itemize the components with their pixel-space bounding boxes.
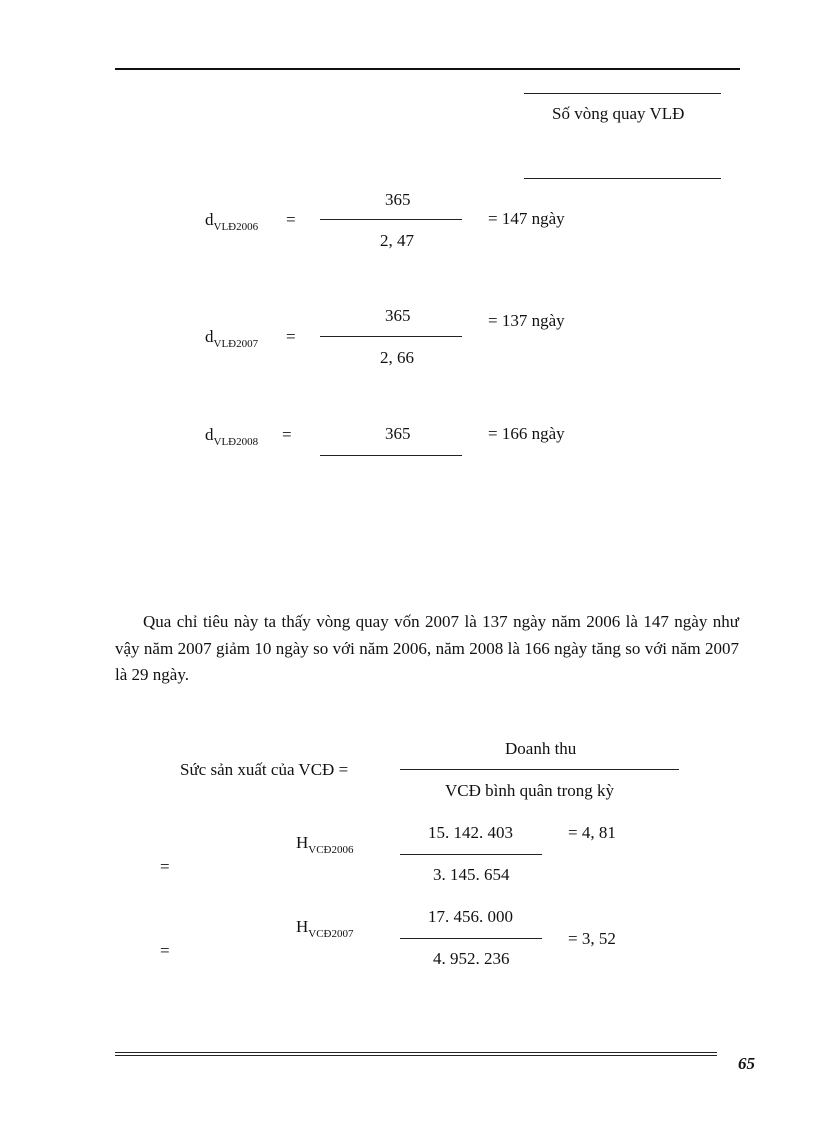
fraction-denominator: 2, 47 <box>380 231 414 250</box>
vcd-formula-label: Sức sản xuất của VCĐ = <box>180 760 349 779</box>
formula-result: = 166 ngày <box>488 424 565 443</box>
formula-label: $d_{VLĐ2006}$ <box>205 210 259 233</box>
formula-label: $H_{VCĐ2007}$ <box>296 917 354 940</box>
formula-result: = 3, 52 <box>568 929 616 948</box>
fraction-bar-bottom <box>524 178 721 179</box>
fraction-bar <box>320 219 462 220</box>
fraction-bar <box>320 455 462 456</box>
fraction-numerator: 17. 456. 000 <box>428 907 513 926</box>
equals-sign: = <box>160 857 170 876</box>
equals-sign: = <box>286 327 296 346</box>
fraction-bar <box>400 854 542 855</box>
fraction-bar-top <box>524 93 721 94</box>
formula-label: $H_{VCĐ2006}$ <box>296 833 354 856</box>
fraction-numerator: Doanh thu <box>505 739 577 758</box>
equals-sign: = <box>282 425 292 444</box>
formula-label: $d_{VLĐ2007}$ <box>205 327 259 350</box>
fraction-bar <box>320 336 462 337</box>
fraction-bar <box>400 769 679 770</box>
fraction-numerator: 365 <box>385 424 411 443</box>
body-paragraph: Qua chỉ tiêu này ta thấy vòng quay vốn 2007 là 137 ngày năm 2006 là 147 ngày như vậy năm 2007 giảm 10 ngày so với năm 2006, năm 2008 là 166 ngày tăng so với năm 2007 là 29 ngày. <box>115 612 739 684</box>
fraction-numerator: 365 <box>385 306 411 325</box>
fraction-denominator: VCĐ bình quân trong kỳ <box>445 781 615 800</box>
fraction-denominator: 3. 145. 654 <box>433 865 510 884</box>
fraction-numerator: 365 <box>385 190 411 209</box>
equals-sign: = <box>286 210 296 229</box>
formula-result: = 4, 81 <box>568 823 616 842</box>
page-number: 65 <box>738 1054 755 1073</box>
formula-result: = 147 ngày <box>488 209 565 228</box>
fraction-denominator: Số vòng quay VLĐ <box>552 104 685 123</box>
header-rule <box>115 68 740 70</box>
equals-sign: = <box>160 941 170 960</box>
fraction-bar <box>400 938 542 939</box>
fraction-denominator: 2, 66 <box>380 348 414 367</box>
formula-result: = 137 ngày <box>488 311 565 330</box>
fraction-numerator: 15. 142. 403 <box>428 823 513 842</box>
formula-label: $d_{VLĐ2008}$ <box>205 425 259 448</box>
fraction-denominator: 4. 952. 236 <box>433 949 510 968</box>
